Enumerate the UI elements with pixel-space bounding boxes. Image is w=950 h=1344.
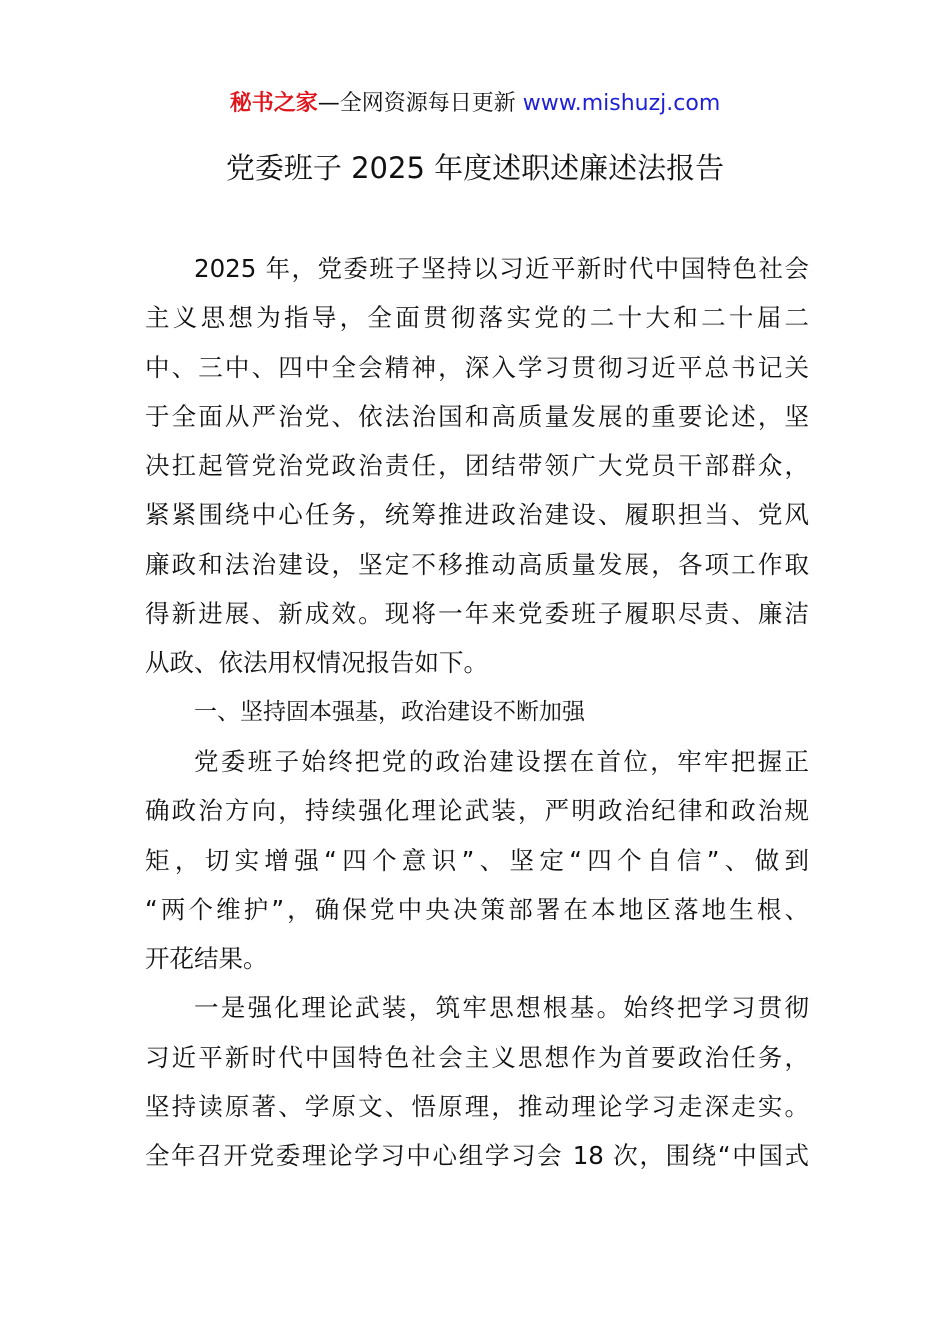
paragraph-line: 从政、依法用权情况报告如下。	[145, 648, 488, 678]
paragraph-line: 于全面从严治党、依法治国和高质量发展的重要论述，坚	[145, 401, 809, 431]
paragraph-line: 决扛起管党治党政治责任，团结带领广大党员干部群众，	[145, 451, 809, 481]
paragraph-line: 全年召开党委理论学习中心组学习会 18 次，围绕“中国式	[145, 1141, 809, 1171]
section-heading: 一、坚持固本强基，政治建设不断加强	[194, 698, 585, 725]
paragraph-line: “两个维护”，确保党中央决策部署在本地区落地生根、	[145, 894, 809, 924]
paragraph-line: 坚持读原著、学原文、悟原理，推动理论学习走深走实。	[145, 1092, 809, 1122]
paragraph-line: 主义思想为指导，全面贯彻落实党的二十大和二十届二	[145, 303, 809, 333]
document-body	[145, 244, 809, 1181]
paragraph-line: 中、三中、四中全会精神，深入学习贯彻习近平总书记关	[145, 352, 809, 382]
paragraph-line: 一是强化理论武装，筑牢思想根基。始终把学习贯彻	[194, 993, 809, 1023]
paragraph-line: 得新进展、新成效。现将一年来党委班子履职尽责、廉洁	[145, 599, 809, 629]
paragraph-line: 廉政和法治建设，坚定不移推动高质量发展，各项工作取	[145, 549, 809, 579]
site-brand: 秘书之家	[229, 91, 318, 116]
paragraph-line: 确政治方向，持续强化理论武装，严明政治纪律和政治规	[145, 796, 809, 826]
site-url-link[interactable]: www.mishuzj.com	[522, 91, 721, 116]
site-tagline: —全网资源每日更新	[317, 91, 523, 116]
site-header	[0, 88, 950, 120]
paragraph-line: 党委班子始终把党的政治建设摆在首位，牢牢把握正	[194, 746, 809, 776]
document-title: 党委班子 2025 年度述职述廉述法报告	[225, 151, 725, 185]
paragraph-line: 习近平新时代中国特色社会主义思想作为首要政治任务，	[145, 1042, 809, 1072]
paragraph-line: 2025 年，党委班子坚持以习近平新时代中国特色社会	[194, 254, 809, 283]
paragraph-line: 紧紧围绕中心任务，统筹推进政治建设、履职担当、党风	[145, 500, 809, 530]
paragraph-line: 矩，切实增强“四个意识”、坚定“四个自信”、做到	[145, 845, 809, 875]
paragraph-line: 开花结果。	[145, 944, 268, 974]
